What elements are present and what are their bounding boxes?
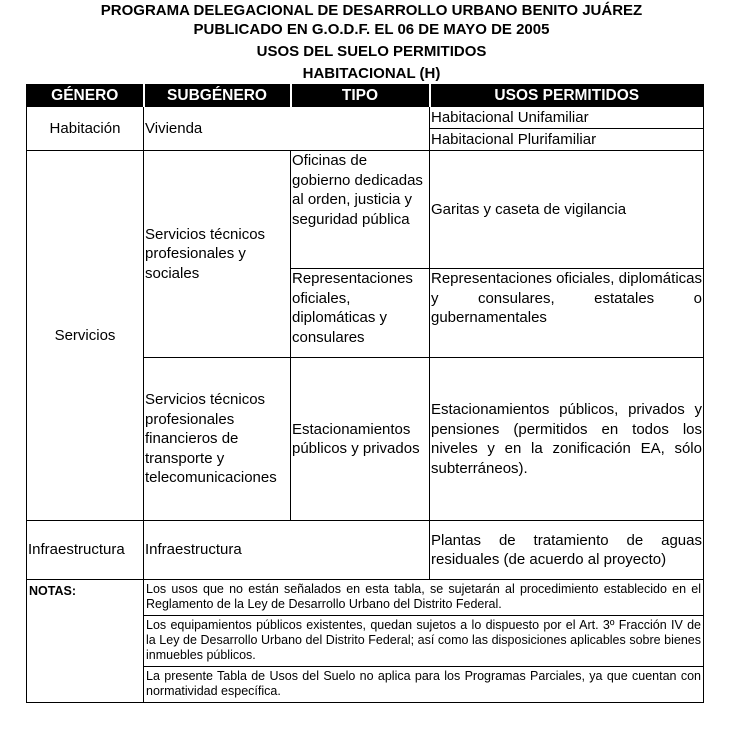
genero-infraestructura: Infraestructura <box>27 521 144 580</box>
uso-garitas: Garitas y caseta de vigilancia <box>430 151 704 269</box>
notes-label: NOTAS: <box>27 580 144 703</box>
uso-habitacional-plurifamiliar: Habitacional Plurifamiliar <box>430 129 704 151</box>
uso-plantas-tratamiento: Plantas de tratamiento de aguas residuales (de acuerdo al proyecto) <box>430 521 704 580</box>
header-title-line-1: PROGRAMA DELEGACIONAL DE DESARROLLO URBANO BENITO JUÁREZ <box>100 2 643 19</box>
table-row <box>27 151 704 269</box>
column-header-tipo: TIPO <box>291 85 430 107</box>
uso-habitacional-unifamiliar: Habitacional Unifamiliar <box>430 107 704 129</box>
land-use-table <box>26 84 704 703</box>
table-row <box>27 521 704 580</box>
note-item: Los equipamientos públicos existentes, quedan sujetos a lo dispuesto por el Art. 3º Fracción IV de la Ley de Desarrollo Urbano del Distrito Federal; así como las disposiciones aplicables sobre bienes inmuebles públicos. <box>144 616 704 667</box>
subgenero-infraestructura: Infraestructura <box>144 521 430 580</box>
header-title-line-3: USOS DEL SUELO PERMITIDOS <box>256 43 487 60</box>
uso-estacionamientos: Estacionamientos públicos, privados y pensiones (permitidos en todos los niveles y en la zonificación EA, sólo subterráneos). <box>430 358 704 521</box>
header-title-line-2: PUBLICADO EN G.O.D.F. EL 06 DE MAYO DE 2005 <box>193 21 550 38</box>
column-header-genero: GÉNERO <box>27 85 144 107</box>
notes-row <box>27 580 704 616</box>
table-header-row <box>27 85 704 107</box>
uso-representaciones: Representaciones oficiales, diplomáticas y consulares, estatales o gubernamentales <box>430 269 704 358</box>
subgenero-servicios-tecnicos-transporte: Servicios técnicos profesionales financieros de transporte y telecomunicaciones <box>144 358 291 521</box>
header-title-line-4: HABITACIONAL (H) <box>302 65 441 82</box>
tipo-estacionamientos: Estacionamientos públicos y privados <box>291 358 430 521</box>
subgenero-vivienda: Vivienda <box>144 107 430 151</box>
genero-servicios: Servicios <box>27 151 144 521</box>
table-row <box>27 107 704 129</box>
column-header-subgenero: SUBGÉNERO <box>144 85 291 107</box>
note-item: Los usos que no están señalados en esta tabla, se sujetarán al procedimiento establecido en el Reglamento de la Ley de Desarrollo Urbano del Distrito Federal. <box>144 580 704 616</box>
tipo-representaciones: Representaciones oficiales, diplomáticas y consulares <box>291 269 430 358</box>
column-header-usos: USOS PERMITIDOS <box>430 85 704 107</box>
genero-habitacion: Habitación <box>27 107 144 151</box>
tipo-oficinas-gobierno: Oficinas de gobierno dedicadas al orden, justicia y seguridad pública <box>291 151 430 269</box>
note-item: La presente Tabla de Usos del Suelo no aplica para los Programas Parciales, ya que cuentan con normatividad específica. <box>144 667 704 703</box>
subgenero-servicios-tecnicos-sociales: Servicios técnicos profesionales y sociales <box>144 151 291 358</box>
